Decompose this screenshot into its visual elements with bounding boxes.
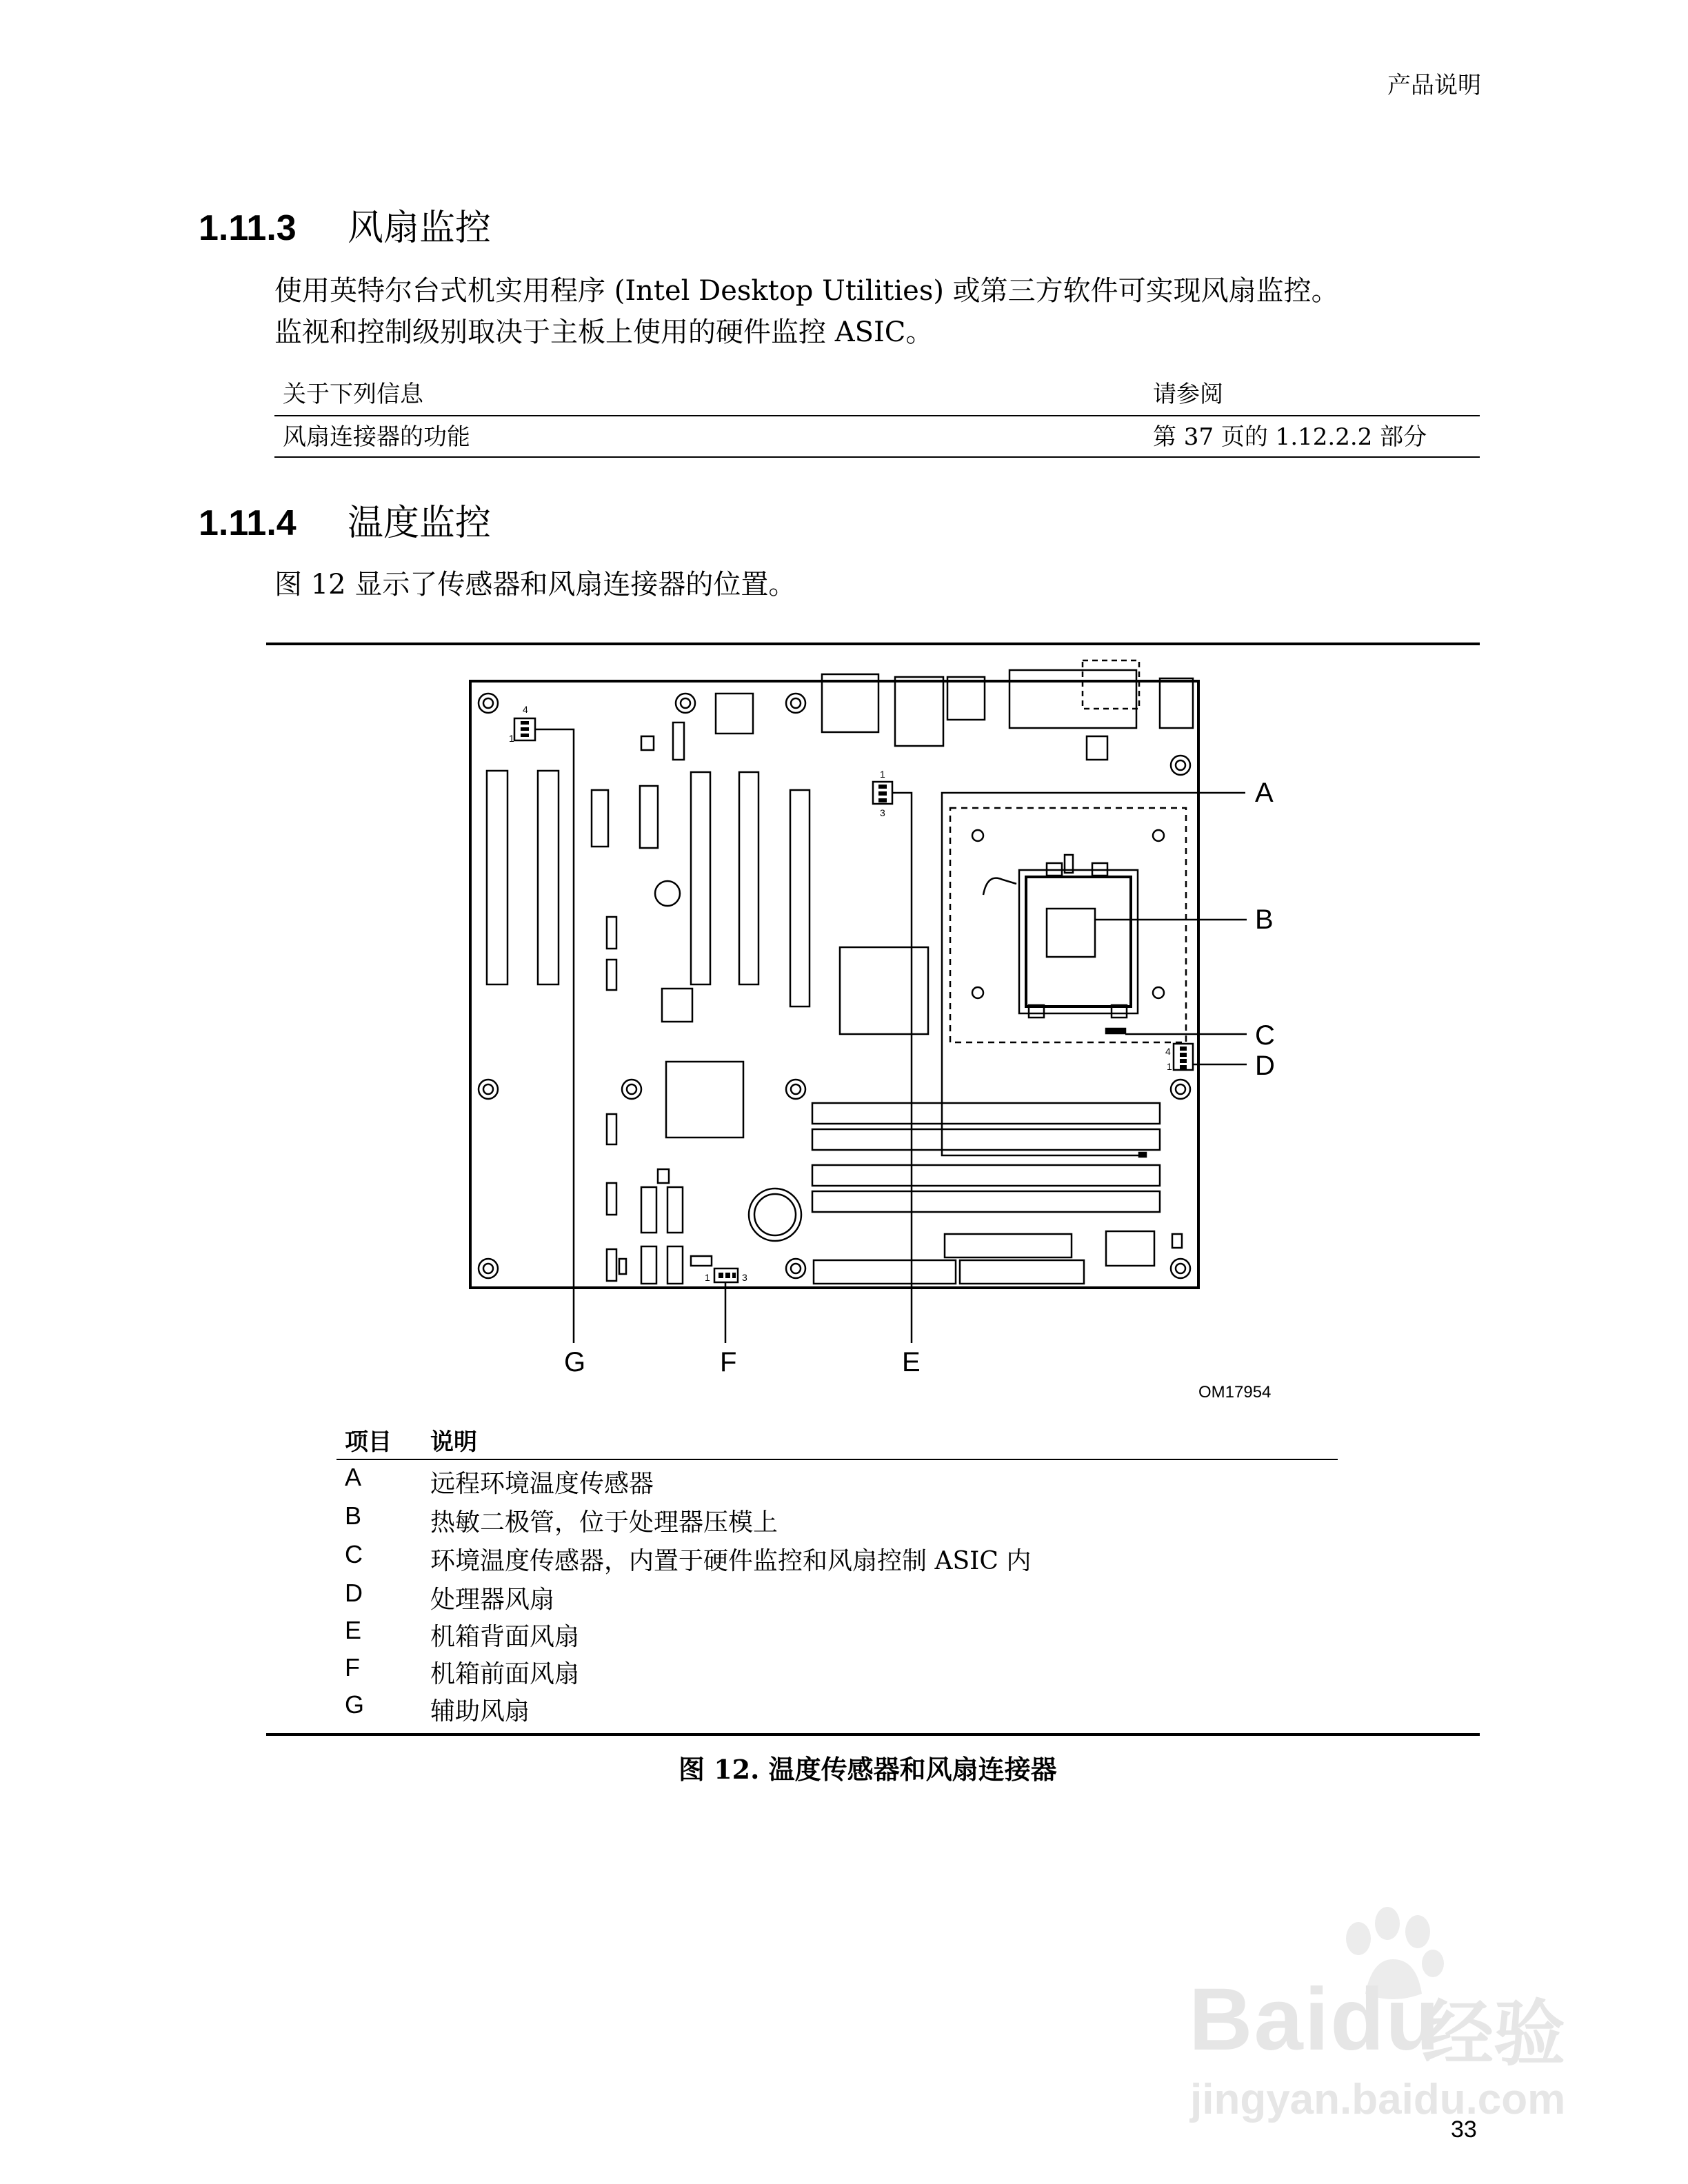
small-part <box>641 1187 656 1233</box>
small-part <box>607 1183 616 1215</box>
legend-key: E <box>345 1616 362 1644</box>
legend-key: A <box>345 1463 362 1491</box>
dimm-slot <box>812 1129 1160 1150</box>
fan-paragraph-line-2: 监视和控制级别取决于主板上使用的硬件监控 ASIC。 <box>274 316 934 348</box>
chip-northbridge <box>840 947 928 1034</box>
expansion-slot <box>538 771 559 984</box>
callout-g: G <box>564 1347 586 1377</box>
small-part <box>691 1256 712 1266</box>
leader-g <box>535 729 574 1343</box>
callout-d: D <box>1255 1051 1275 1081</box>
watermark-url: jingyan.baidu.com <box>1190 2076 1566 2123</box>
small-part <box>607 1249 616 1281</box>
pin-label: 4 <box>523 704 528 715</box>
legend-desc: 远程环境温度传感器 <box>430 1470 654 1498</box>
chip <box>1106 1231 1154 1266</box>
small-part <box>607 960 616 990</box>
io-block <box>947 677 985 720</box>
remote-sensor-a <box>1139 1153 1146 1157</box>
small-part <box>619 1259 626 1274</box>
small-part <box>641 736 654 750</box>
legend-header-desc: 说明 <box>430 1428 477 1456</box>
page-number: 33 <box>1451 2116 1477 2143</box>
running-header: 产品说明 <box>1387 72 1481 99</box>
callout-f: F <box>720 1347 737 1377</box>
legend-desc: 热敏二极管，位于处理器压模上 <box>430 1508 778 1537</box>
io-block <box>895 677 943 746</box>
pin-label: 1 <box>509 733 514 744</box>
callout-b: B <box>1255 904 1274 935</box>
socket-lever <box>983 878 1016 895</box>
ref-table-cell-item: 风扇连接器的功能 <box>283 423 470 451</box>
legend-desc: 环境温度传感器，内置于硬件监控和风扇控制 ASIC 内 <box>430 1547 1032 1575</box>
legend-key: F <box>345 1653 360 1681</box>
small-part <box>1172 1234 1182 1248</box>
callout-c: C <box>1255 1020 1275 1051</box>
fan-paragraph-line-1: 使用英特尔台式机实用程序 (Intel Desktop Utilities) 或第三方软件可实现风扇监控。 <box>274 275 1339 307</box>
legend-rule <box>336 1459 1338 1460</box>
connector <box>945 1234 1072 1257</box>
watermark-cn: 经验 <box>1422 1992 1566 2076</box>
small-part <box>658 1169 669 1183</box>
chip <box>716 694 753 734</box>
pin-label: 1 <box>1167 1061 1172 1072</box>
temp-sensor-c <box>1106 1029 1125 1033</box>
small-part <box>592 790 608 847</box>
small-part <box>641 1246 656 1284</box>
section-title: 温度监控 <box>348 503 492 544</box>
connector <box>814 1260 956 1284</box>
legend-desc: 机箱前面风扇 <box>430 1660 580 1688</box>
drawing-id: OM17954 <box>1198 1383 1272 1402</box>
small-part <box>640 786 658 848</box>
pci-slot <box>739 772 758 984</box>
legend-desc: 处理器风扇 <box>430 1586 555 1614</box>
ref-table-header-info: 关于下列信息 <box>283 381 423 408</box>
ref-table-header-see: 请参阅 <box>1153 381 1223 408</box>
battery <box>749 1189 801 1241</box>
io-block <box>1009 670 1136 728</box>
pin-label: 1 <box>705 1272 710 1283</box>
figure-rule-bottom <box>266 1733 1480 1736</box>
legend-desc: 机箱背面风扇 <box>430 1623 580 1651</box>
temp-paragraph: 图 12 显示了传感器和风扇连接器的位置。 <box>274 569 796 600</box>
section-number: 1.11.4 <box>199 503 297 543</box>
legend-key: C <box>345 1540 363 1568</box>
pin-label: 3 <box>742 1272 747 1283</box>
dimm-slot <box>812 1191 1160 1212</box>
board-outline <box>470 681 1198 1288</box>
pci-slot <box>691 772 710 984</box>
callout-e: E <box>902 1347 921 1377</box>
legend-key: G <box>345 1690 365 1719</box>
small-part <box>667 1246 683 1284</box>
small-part <box>607 1114 616 1144</box>
cpu-die <box>1047 909 1095 957</box>
legend-desc: 辅助风扇 <box>430 1697 530 1726</box>
io-block <box>822 674 878 732</box>
dimm-slot <box>812 1103 1160 1124</box>
chip-southbridge <box>666 1062 743 1138</box>
small-part <box>607 917 616 949</box>
ref-table-cell-ref: 第 37 页的 1.12.2.2 部分 <box>1153 423 1427 451</box>
battery-inner <box>754 1194 796 1235</box>
chip <box>1087 736 1107 760</box>
pin-label: 1 <box>880 769 885 780</box>
expansion-slot <box>487 771 508 984</box>
dimm-slot <box>812 1165 1160 1186</box>
round-part <box>655 881 680 906</box>
pin-label: 3 <box>880 807 885 818</box>
cpu-socket <box>1026 877 1131 1007</box>
chip <box>662 989 692 1022</box>
legend-header-item: 项目 <box>345 1428 392 1456</box>
section-title: 风扇监控 <box>348 208 492 249</box>
small-part <box>673 722 684 760</box>
pci-slot <box>790 790 810 1007</box>
section-number: 1.11.3 <box>199 208 297 248</box>
small-part <box>667 1187 683 1233</box>
callout-a: A <box>1255 778 1274 808</box>
connector <box>960 1260 1084 1284</box>
cpu-socket-frame <box>1019 870 1138 1013</box>
figure-caption: 图 12. 温度传感器和风扇连接器 <box>679 1754 1057 1785</box>
legend-key: D <box>345 1579 363 1607</box>
watermark-brand: Baidu <box>1189 1970 1441 2069</box>
legend-key: B <box>345 1502 362 1530</box>
pin-label: 4 <box>1165 1046 1171 1057</box>
io-block-dashed <box>1083 660 1139 709</box>
io-block <box>1160 678 1193 728</box>
